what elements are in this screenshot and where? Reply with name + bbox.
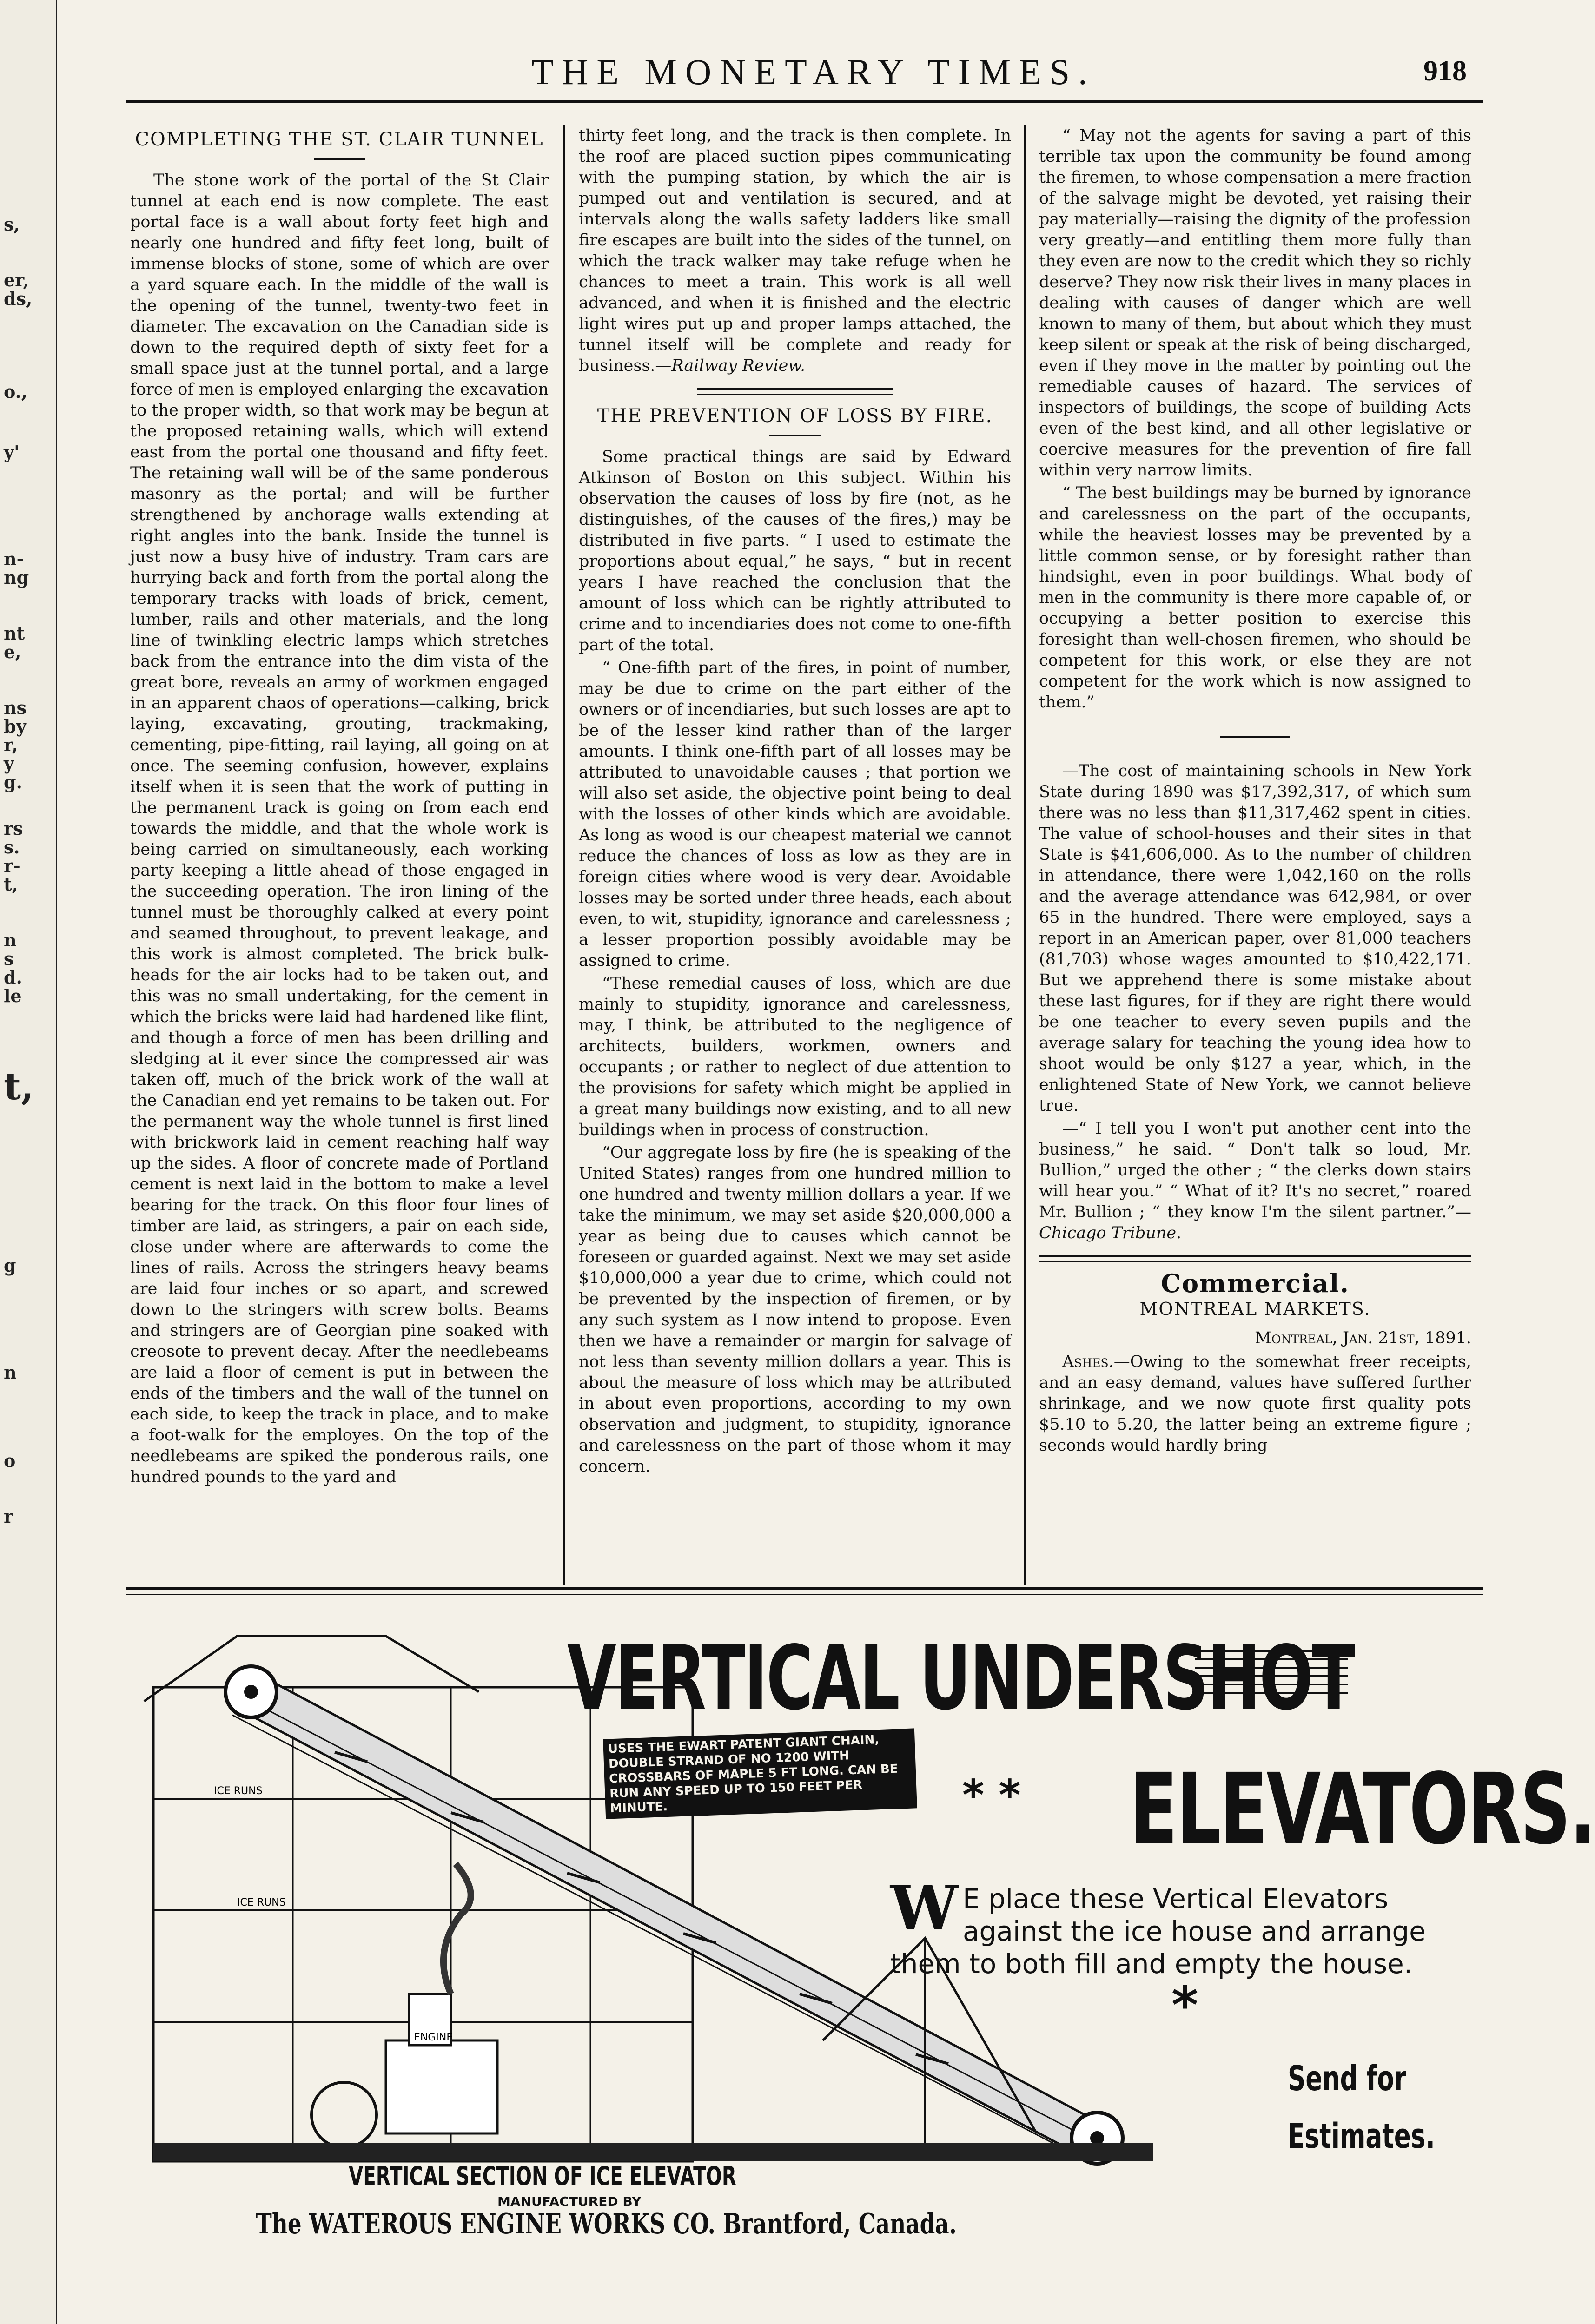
edge-fragment: s. [4, 837, 20, 858]
edge-fragment: y' [4, 442, 20, 462]
headline-rule [314, 158, 365, 160]
edge-fragment: g [4, 1255, 16, 1276]
edge-fragment: e, [4, 641, 21, 662]
edge-fragment: y [4, 753, 14, 774]
article-paragraph: “These remedial causes of loss, which are due mainly to stupidity, ignorance and carelessness, may, I think, be attributed to the negligence of architects, builders, workmen, owners and occupants ; or rather to neglect of due attention to the provisions for safety which might be applied in a great many buildings now existing, and to all new buildings when in process of construction. [579, 974, 1011, 1139]
edge-fragment: o., [4, 381, 28, 402]
source-credit: Railway Review. [671, 357, 806, 375]
edge-fragment: ns [4, 697, 27, 718]
column-divider [563, 125, 565, 1585]
anecdote-text: —“ I tell you I won't put another cent into the business,” he said. “ Don't talk so loud, Mr. Bullion,” urged the other ; “ the clerks down stairs will hear you.” “ What of it? It's no secret,” roared Mr. Bullion ; “ they know I'm the silent partner.”— [1039, 1119, 1471, 1221]
edge-fragment: rs [4, 818, 23, 839]
masthead [116, 51, 1511, 102]
star-ornament: * * [962, 1771, 1021, 1820]
page-number: 918 [1423, 55, 1467, 87]
send-line: Estimates. [1288, 2116, 1435, 2156]
ad-title: ELEVATORS. [1130, 1752, 1595, 1866]
market-text: —Owing to the somewhat freer receipts, and an easy demand, values have suffered further shrinkage, and we now quote first quality pots $5.10 to 5.20, the latter being an extreme figure ; seconds would hardly bring [1039, 1353, 1471, 1455]
illustration-caption: VERTICAL SECTION OF ICE ELEVATOR [349, 2161, 736, 2192]
edge-fragment: nt [4, 623, 25, 644]
binding-edge [0, 0, 57, 2324]
edge-fragment: t, [4, 1064, 34, 1108]
edge-fragment: r, [4, 734, 18, 755]
article-paragraph: “Our aggregate loss by fire (he is speaking of the United States) ranges from one hundred million to one hundred and twenty million dollars a year. If we take the minimum, we may set aside $20,000,000 a year as being due to causes which cannot be foreseen or guarded against. Next we may set aside $10,000,000 a year due to crime, which could not be prevented by the inspection of firemen, or by any such system as I now intend to propose. Even then we have a remainder or margin for salvage of not less than seventy million dollars a year. This is about the measure of loss which may be attributed in about even proportions, according to my own observation and judgment, to stupidity, ignorance and carelessness on the part of those whom it may concern. [579, 1143, 1011, 1476]
section-heading: Commercial. [1161, 1268, 1350, 1298]
illustration-label: ICE RUNS [237, 1897, 286, 1908]
source-credit: Chicago Tribune. [1039, 1224, 1182, 1242]
edge-fragment: r- [4, 855, 20, 876]
ad-spec-text: USES THE EWART PATENT GIANT CHAIN, DOUBLE STRAND OF NO 1200 WITH CROSSBARS OF MAPLE 5 FT LONG. CAN BE RUN ANY SPEED UP TO 150 FEET PER MINUTE. [603, 1728, 917, 1819]
article-paragraph [1039, 1118, 1471, 1244]
edge-fragment: er, [4, 270, 29, 290]
subsection-heading: MONTREAL MARKETS. [1139, 1299, 1371, 1319]
article-paragraph [1039, 1352, 1471, 1456]
edge-fragment: s [4, 948, 14, 969]
edge-fragment: by [4, 716, 26, 737]
article-paragraph: “ One-fifth part of the fires, in point of number, may be due to crime on the part either of the owners or of incendiaries, but such losses are apt to be of the lesser kind rather than of the larger amounts. I think one-fifth part of all losses may be attributed to unavoidable causes ; that portion we will also set aside, the objective point being to deal with the losses of other kinds which are avoidable. As long as wood is our cheapest material we cannot reduce the chances of loss as low as they are in foreign cities where wood is very dear. Avoidable losses may be sorted under three heads, each about even, to wit, stupidity, ignorance and carelessness ; a lesser proportion possibly avoidable may be assigned to crime. [579, 659, 1011, 970]
edge-fragment: o [4, 1450, 16, 1471]
article-headline: COMPLETING THE ST. CLAIR TUNNEL [135, 129, 544, 150]
manufacturer-name: The WATEROUS ENGINE WORKS CO. Brantford, Canada. [256, 2208, 957, 2240]
edge-fragment: ng [4, 567, 29, 588]
column-3 [1039, 125, 1471, 1585]
edge-fragment: g. [4, 772, 22, 792]
article-paragraph [579, 125, 1011, 376]
item-separator [1220, 736, 1290, 738]
ad-body [890, 1872, 1471, 1980]
edge-fragment: s, [4, 214, 20, 235]
drop-cap: W [890, 1872, 958, 1943]
edge-fragment: ds, [4, 288, 33, 309]
elevator-advertisement [126, 1594, 1595, 2245]
article-headline: THE PREVENTION OF LOSS BY FIRE. [597, 405, 993, 427]
section-separator [1039, 1255, 1471, 1262]
article-separator [697, 388, 893, 395]
continuation-text: thirty feet long, and the track is then complete. In the roof are placed suction pipes communicating with the pumping station, by which the air is pumped out and ventilation is secured, and at intervals along the walls safety ladders like small fire escapes are built into the sides of the tunnel, on which the track walker may take refuge when he chances to meet a train. This work is all well advanced, and when it is finished and the electric light wires put up and proper lamps attached, the tunnel itself will be complete and ready for business.— [579, 126, 1011, 375]
article-paragraph: Some practical things are said by Edward Atkinson of Boston on this subject. Within his observation the causes of loss by fire (not, as he distinguishes, of the causes of the fires,) may be distributed in five parts. “ I used to estimate the proportions about equal,” he says, “ but in recent years I have reached the conclusion that the amount of loss which can be rightly attributed to crime and to incendiaries does not come to one-fifth part of the total. [579, 448, 1011, 654]
dateline: Montreal, Jan. 21st, 1891. [1255, 1329, 1471, 1347]
advertisement-rule [126, 1587, 1483, 1595]
illustration-label: ENGINE [414, 2032, 453, 2043]
send-line: Send for [1288, 2059, 1407, 2099]
article-paragraph: “ May not the agents for saving a part of this terrible tax upon the community be found among the firemen, to whose compensation a mere fraction of the salvage might be devoted, yet raising their pay materially—raising the dignity of the profession very greatly—and entitling them more fully than they even are now to the credit which they so richly deserve? They now risk their lives in many places in dealing with causes of danger which are well known to many of them, but about which they must keep silent or speak at the risk of being discharged, even if they move in the matter by pointing out the remediable causes of hazard. The services of inspectors of buildings, the scope of building Acts even of the best kind, and all other legislative or coercive measures for the prevention of fire fall within very narrow limits. [1039, 126, 1471, 480]
column-2 [579, 125, 1011, 1585]
ad-title: VERTICAL UNDERSHOT [567, 1627, 1354, 1730]
edge-fragment: n [4, 930, 17, 951]
asterisk-ornament: * [1171, 1975, 1198, 2035]
publication-title: THE MONETARY TIMES. [531, 52, 1096, 92]
edge-fragment: n [4, 1362, 17, 1383]
edge-fragment: d. [4, 967, 22, 988]
edge-fragment: le [4, 985, 22, 1006]
send-for-estimates [1288, 2059, 1435, 2156]
ad-body-text: E place these Vertical Elevators against the ice house and arrange them to both fill and empty the house. [890, 1883, 1426, 1980]
manufactured-by-label: MANUFACTURED BY [497, 2194, 642, 2209]
article-paragraph: “ The best buildings may be burned by ignorance and carelessness on the part of the occupants, while the heaviest losses may be prevented by a little common sense, or by foresight rather than hindsight, even in poor buildings. What body of men in the community is there more capable of, or occupying a better position to exercise this foresight than well-chosen firemen, who should be competent for this work, or else they are not competent for the work which is now assigned to them.” [1039, 484, 1471, 712]
decorative-lines [1195, 1650, 1348, 1700]
edge-fragment: t, [4, 874, 18, 895]
column-divider [1024, 125, 1026, 1585]
article-paragraph: The stone work of the portal of the St Clair tunnel at each end is now complete. The east portal face is a wall about forty feet high and nearly one hundred and fifty feet long, built of immense blocks of stone, some of which are over a yard square each. In the middle of the wall is the opening of the tunnel, twenty-two feet in diameter. The excavation on the Canadian side is down to the required depth of sixty feet for a small space just at the tunnel portal, and a large force of men is employed enlarging the excavation to the proper width, so that work may be begun at the proposed retaining walls, which will extend east from the portal one thousand and fifty feet. The retaining wall will be of the same ponderous masonry as the portal; and will be further strengthened by anchorage walls extending at right angles into the bank. Inside the tunnel is just now a busy hive of industry. Tram cars are hurrying back and forth from the portal along the temporary tracks with loads of brick, cement, lumber, rails and other materials, and the long line of twinkling electric lamps which stretches back from the entrance into the dim vista of the great bore, reveals an army of workmen engaged in an apparent chaos of operations—calking, brick laying, excavating, grouting, trackmaking, cementing, pipe-fitting, rail laying, all going on at once. The seeming confusion, however, explains itself when it is seen that the work of putting in the permanent track is going on from each end towards the middle, and that the whole work is being carried on simultaneously, each working party keeping a little ahead of those engaged in the succeeding operation. The iron lining of the tunnel must be thoroughly calked at every point and seamed throughout, to prevent leakage, and this work is almost completed. The brick bulk-heads for the air locks had to be taken out, and this was no small undertaking, for the cement in which the bricks were laid had hardened like flint, and though a force of men has been drilling and sledging at it ever since the compressed air was taken off, much of the brick work of the wall at the Canadian end yet remains to be taken out. For the permanent way the whole tunnel is first lined with brickwork laid in cement reaching half way up the sides. A floor of concrete made of Portland cement is next laid in the bottom to make a level bearing for the track. On this floor four lines of timber are laid, as stringers, a pair on each side, close under where are afterwards to come the lines of rails. Across the stringers heavy beams are laid four inches or so apart, and screwed down to the stringers with screw bolts. Beams and stringers are of Georgian pine soaked with creosote to prevent decay. After the needlebeams are laid a floor of cement is put in between the ends of the timbers and the wall of the tunnel on each side, to keep the track in place, and to make a foot-walk for the employes. On the top of the needlebeams are spiked the ponderous rails, one hundred pounds to the yard and [130, 171, 549, 1486]
article-paragraph: —The cost of maintaining schools in New York State during 1890 was $17,392,317, of which sum there was no less than $11,317,462 spent in cities. The value of school-houses and their sites in that State is $41,606,000. As to the number of children in attendance, there were 1,042,160 on the rolls and the average attendance was 642,984, or over 65 in the hundred. There were employed, says a report in an American paper, over 81,000 teachers (81,703) whose wages amounted to $10,422,171. But we apprehend there is some mistake about these last figures, for if they are right there would be one teacher to every seven pupils and the average salary for teaching the young idea how to shoot would be only $127 a year, which, in the enlightened State of New York, we cannot believe true. [1039, 762, 1471, 1115]
column-1 [130, 125, 549, 1585]
market-label: Ashes. [1062, 1353, 1114, 1371]
edge-fragment: n- [4, 548, 24, 569]
illustration-label: ICE RUNS [214, 1785, 263, 1797]
edge-fragment: r [4, 1506, 13, 1527]
headline-rule [769, 435, 821, 436]
masthead-rule [126, 100, 1483, 106]
